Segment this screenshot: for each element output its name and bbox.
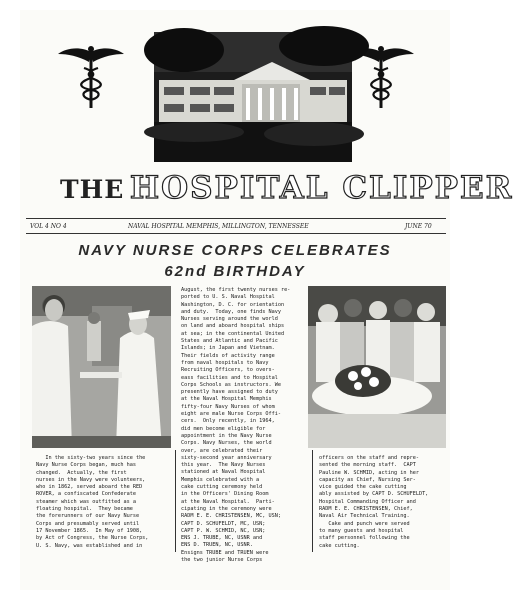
- column-divider: [175, 450, 176, 552]
- issue-volume: VOL 4 NO 4: [30, 223, 67, 230]
- article-upper-middle-column: August, the first twenty nurses re- ported to U. S. Naval Hospital Washington, D. C. for orientation and duty. Today, one finds Navy Nurses serving around the world on land and aboard hospital ships at sea; in the continental United States and Atlantic and Pacific Islands; in Japan and Vietnam. Their fields of activity range from naval hospitals to Navy Recruiting Officers, to overs- eass facilities and to Hospital Corps Schools as instructors. We presently have assigned to duty at the Naval Hospital Memphis fifty-four Navy Nurses of whom eight are male Nurse Corps Offi- cers. Only recently, in 1964, did men become eligible for appointment in the Navy Nurse Corps. Navy Nurses, the world over, are celebrated their sixty-second year anniversary this year. The Navy Nurses stationed at Naval Hospital Memphis celebrated with a cake cutting ceremony held in the Officers' Dining Room at the Naval Hospital. Parti- cipating in the ceremony were RADM E. E. CHRISTENSEN, MC, USN; CAPT D. SCHUFELDT, MC, USN; CAPT P. W. SCHMID, NC, USN; ENS J. TRUBE, NC, USNR and ENS D. TRUEN, NC, USNR. Ensigns TRUBE and TRUEN were the two junior Nurse Corps: [181, 287, 291, 563]
- issue-date: JUNE 70: [405, 223, 432, 230]
- newsletter-title: [60, 170, 513, 206]
- divider: [26, 218, 446, 219]
- headline-line1: NAVY NURSE CORPS CELEBRATES: [78, 242, 392, 259]
- article-bottom-left-column: In the sixty-two years since the Navy Nurse Corps began, much has changed. Actually, the first nurses in the Navy were volunteers, who in 1862, served aboard the RED ROVER, a confiscated Confederate steamer which was outfitted as a floating hospital. They became the forerunners of our Navy Nurse Corps and presumably served until 17 November 1865. In May of 1908, by Act of Congress, the Nurse Corps, U. S. Navy, was established and in: [36, 455, 149, 549]
- article-bottom-right-column: officers on the staff and repre- sented the morning staff. CAPT Pauline W. SCHMID, acting in her capacity as Chief, Nursing Ser- vice guided the cake cutting ably assisted by CAPT D. SCHUFELDT, Hospital Commanding Officer and RADM E. E. CHRISTENSEN, Chief, Naval Air Technical Training. Cake and punch were served to many guests and hospital staff personnel following the cake cutting.: [319, 455, 429, 549]
- title-the: THE: [60, 175, 125, 204]
- issue-location: NAVAL HOSPITAL MEMPHIS, MILLINGTON, TENNESSEE: [128, 223, 309, 230]
- column-divider: [312, 450, 313, 552]
- hospital-building-photo: [154, 32, 352, 162]
- headline-line2: 62nd BIRTHDAY: [164, 263, 306, 280]
- newsletter-page: [20, 10, 513, 590]
- title-main: HOSPITAL CLIPPER: [129, 170, 513, 206]
- right-event-photo: [308, 286, 446, 448]
- caduceus-icon: [56, 42, 126, 112]
- left-event-photo: [32, 286, 171, 448]
- divider: [26, 233, 446, 234]
